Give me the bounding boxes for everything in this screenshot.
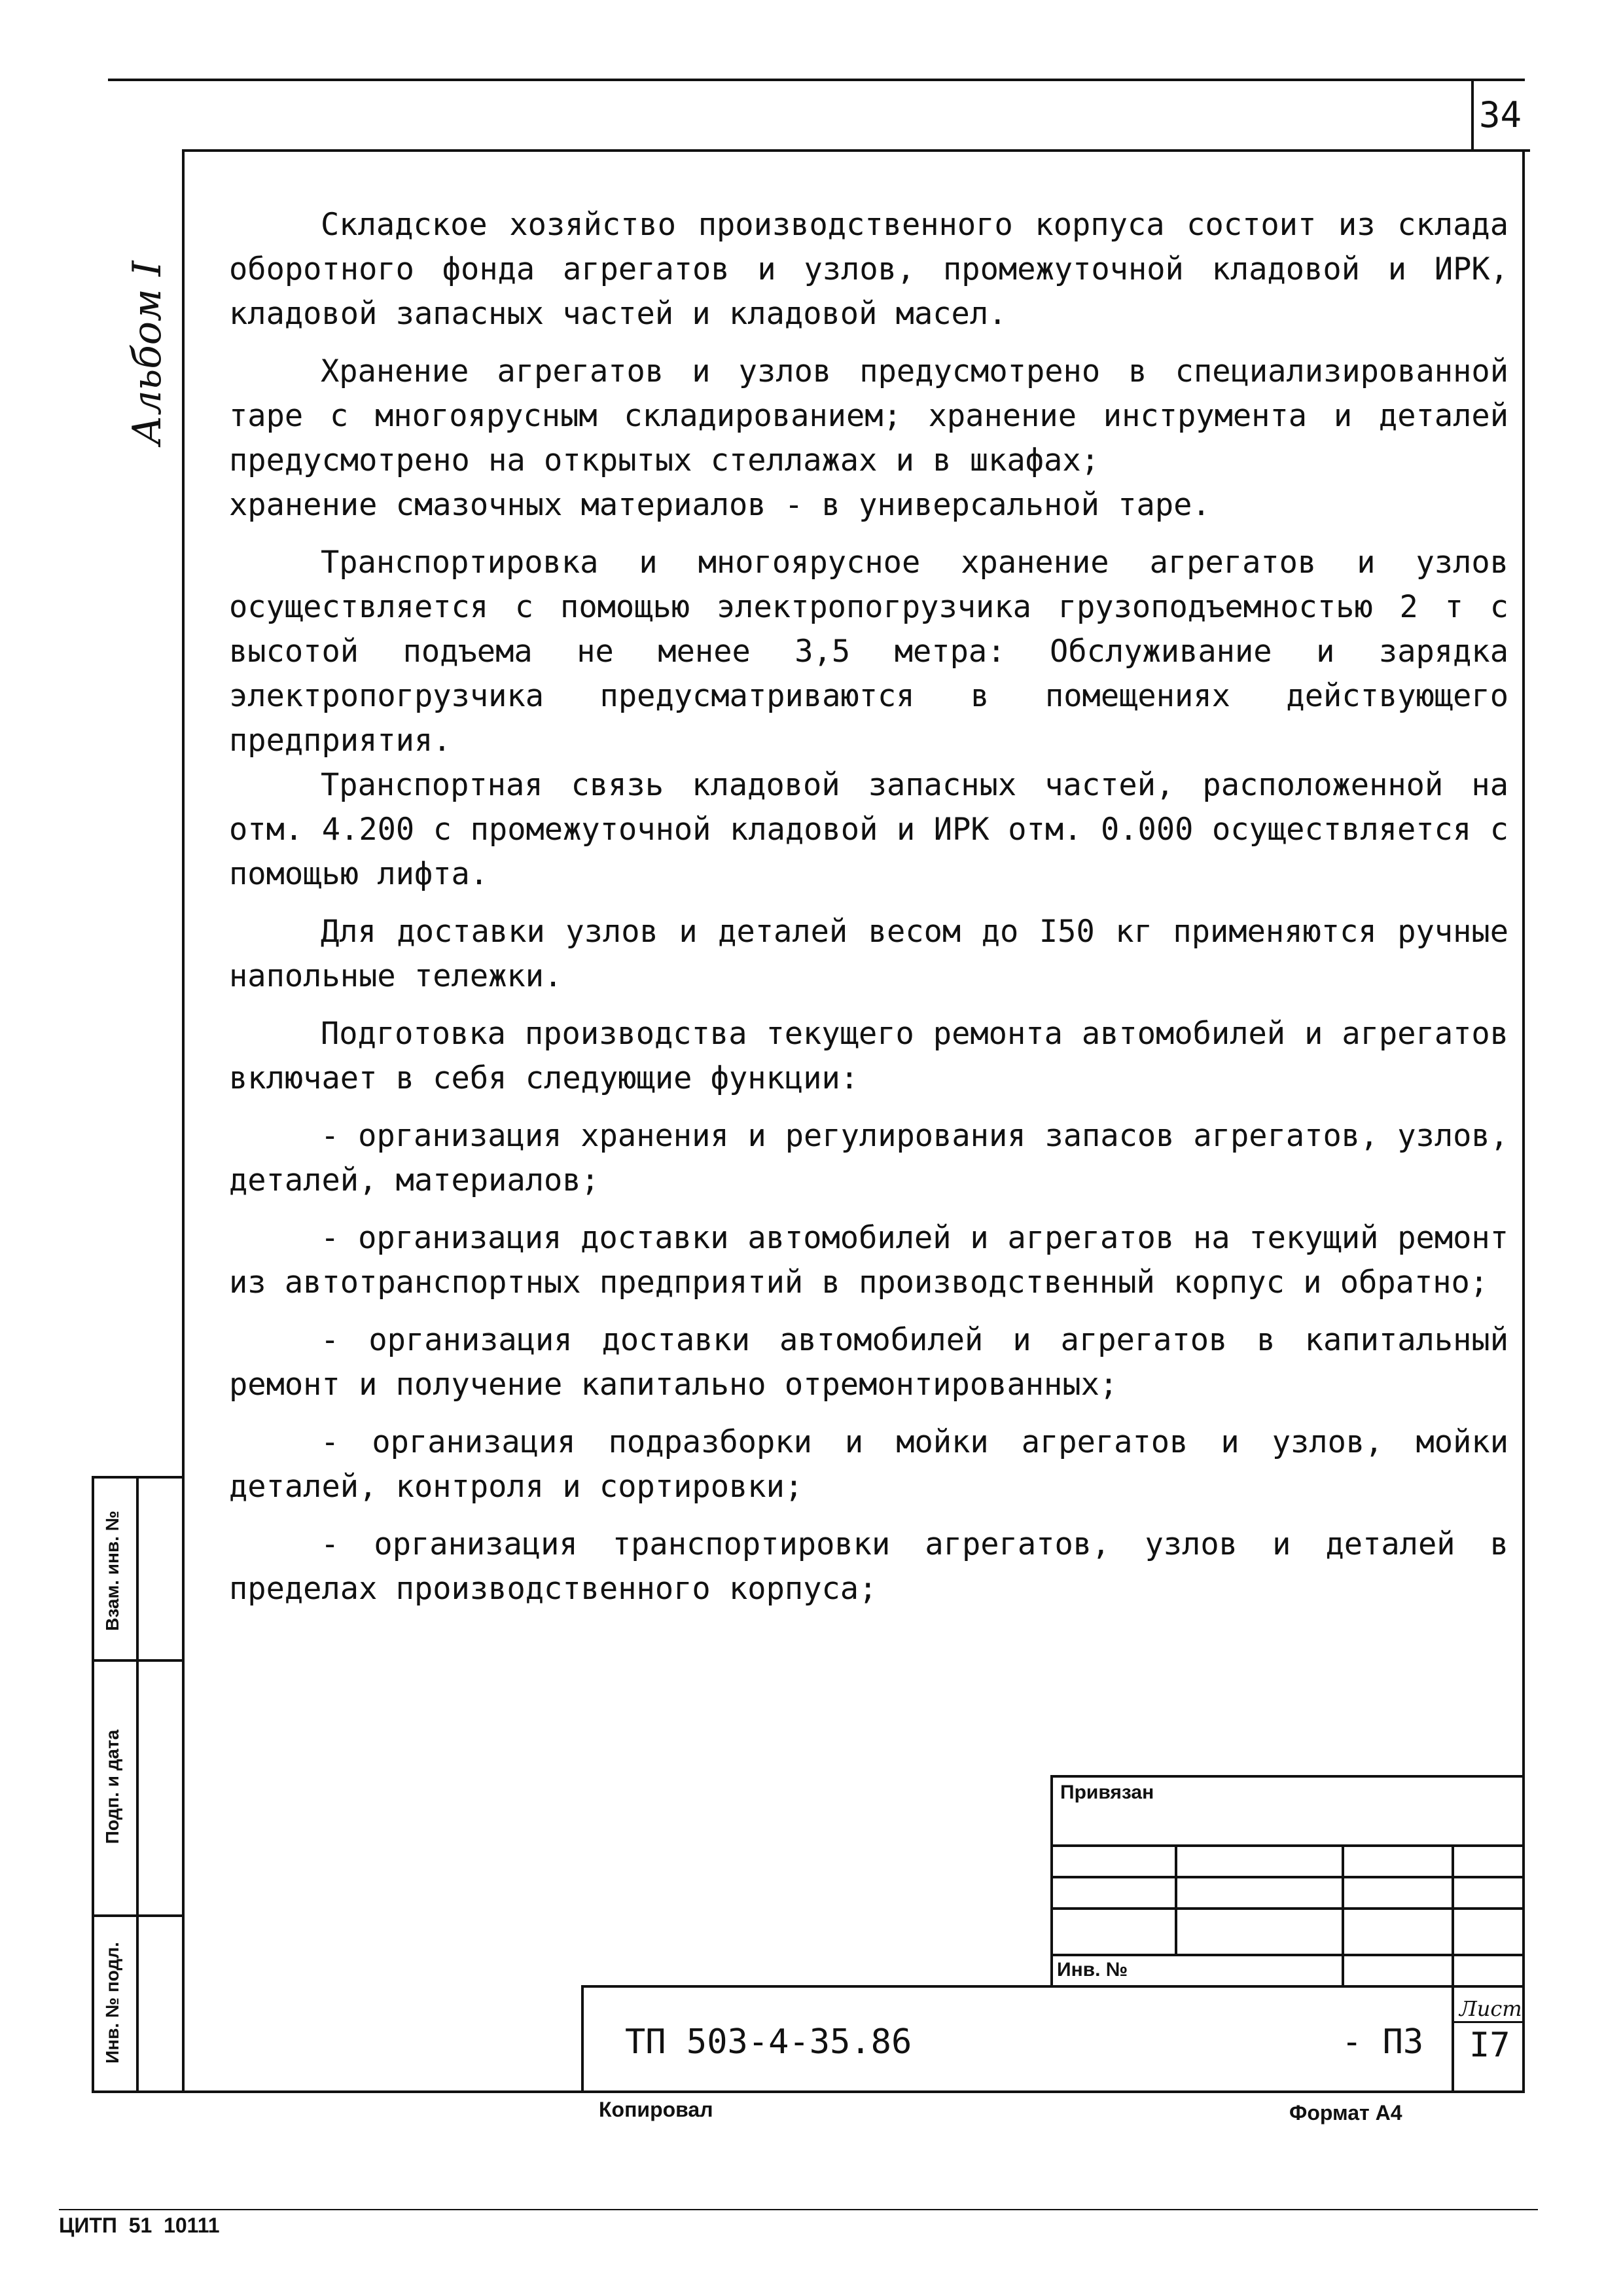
album-label: Альбом I: [124, 260, 170, 445]
frame-top: [182, 149, 1530, 152]
side-stamp-left: [92, 1476, 94, 2091]
paragraph: Подготовка производства текущего ремонта автомобилей и агрегатов включает в себя следующие функции:: [229, 1016, 1508, 1096]
paragraph: Хранение агрегатов и узлов предусмотрено в специализированной таре с многоярусным складированием; хранение инструмента и деталей предусмотрено на открытых стеллажах и в шкафах;: [229, 353, 1508, 478]
code-box-top: [582, 1985, 1525, 1988]
replace-inv-label: Взам. инв. №: [102, 1511, 122, 1631]
paragraph: Транспортировка и многоярусное хранение агрегатов и узлов осуществляется с помощью электропогрузчика грузоподъемностью 2 т с высотой подъема не менее 3,5 метра: Обслуживание и зарядка электропогрузчика предусматриваются в помещениях действующего предприятия.: [229, 545, 1508, 759]
list-item: - организация транспортировки агрегатов, узлов и деталей в пределах производственного корпуса;: [229, 1526, 1508, 1607]
side-stamp-top: [92, 1476, 183, 1479]
footer-rule: [59, 2209, 1538, 2210]
code-box-left: [581, 1985, 584, 2092]
doc-code: ТП 503-4-35.86: [625, 2022, 912, 2062]
frame-bottom: [92, 2090, 1525, 2093]
list-item: - организация подразборки и мойки агрегатов и узлов, мойки деталей, контроля и сортировки;: [229, 1424, 1508, 1505]
copied-label: Копировал: [599, 2098, 713, 2121]
sheet-number: 34: [1479, 94, 1522, 135]
list-item: - организация доставки автомобилей и агрегатов в капитальный ремонт и получение капитально отремонтированных;: [229, 1322, 1508, 1403]
org-code: ЦИТП 51 10111: [59, 2214, 220, 2237]
frame-left: [182, 149, 185, 2092]
list-item: - организация хранения и регулирования запасов агрегатов, узлов, деталей, материалов;: [229, 1118, 1508, 1198]
body-text: [229, 203, 1508, 1611]
doc-suffix: - ПЗ: [1342, 2022, 1424, 2062]
stamp-col2: [1342, 1844, 1344, 1986]
side-stamp-mid: [136, 1476, 139, 2091]
inv-label: Инв. №: [1057, 1959, 1128, 1981]
paragraph: Складское хозяйство производственного корпуса состоит из склада оборотного фонда агрегатов и узлов, промежуточной кладовой и ИРК, кладовой запасных частей и кладовой масел.: [229, 207, 1508, 332]
frame-right: [1522, 149, 1525, 2092]
bound-label: Привязан: [1060, 1782, 1154, 1803]
inv-sub-label: Инв. № подл.: [102, 1942, 122, 2064]
sheet-value: I7: [1469, 2026, 1510, 2065]
format-label: Формат А4: [1289, 2101, 1402, 2125]
list-item: - организация доставки автомобилей и агрегатов на текущий ремонт из автотранспортных предприятий в производственный корпус и обратно;: [229, 1220, 1508, 1300]
sheet-num-box-left: [1471, 80, 1474, 151]
sheet-box-mid: [1452, 2021, 1525, 2023]
sheet-box-left: [1452, 1985, 1454, 2092]
sign-date-label: Подп. и дата: [102, 1729, 122, 1844]
stamp-top: [1050, 1775, 1525, 1778]
paragraph: Транспортная связь кладовой запасных частей, расположенной на отм. 4.200 с промежуточной кладовой и ИРК отм. 0.000 осуществляется с помощью лифта.: [229, 767, 1508, 892]
stamp-col1: [1175, 1844, 1177, 1954]
sheet-label: Лист: [1459, 1996, 1522, 2021]
top-rule: [108, 79, 1525, 81]
paragraph: хранение смазочных материалов - в универсальной таре.: [229, 487, 1211, 523]
paragraph: Для доставки узлов и деталей весом до I50 кг применяются ручные напольные тележки.: [229, 914, 1508, 994]
stamp-col3: [1452, 1844, 1454, 1986]
